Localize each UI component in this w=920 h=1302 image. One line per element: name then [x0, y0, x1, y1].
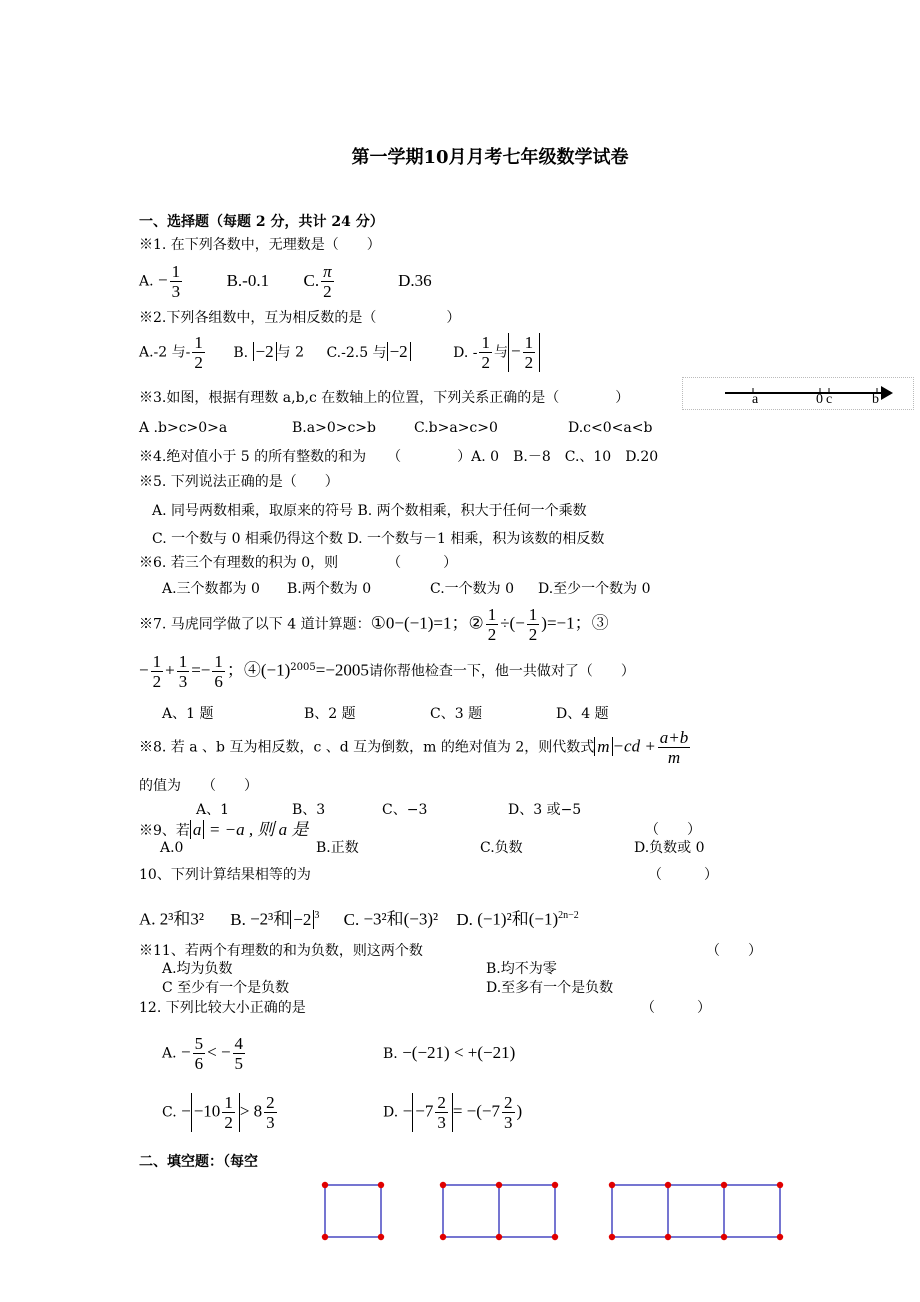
den: 2	[487, 625, 497, 644]
q11-stem: ※11、若两个有理数的和为负数，则这两个数	[139, 943, 423, 959]
exponent: 3	[314, 910, 320, 921]
vertex-dot	[322, 1234, 328, 1240]
q7-expr-1: ①0−(−1)=1；②	[370, 613, 484, 633]
q3-option-a: A .b>c>0>a	[139, 420, 228, 436]
q6-option-b: B.两个数为 0	[287, 581, 372, 597]
q2-c: C.-2.5 与	[326, 344, 387, 361]
q9-option-b: B.正数	[316, 840, 359, 856]
den: 2	[528, 625, 538, 644]
square-outline	[325, 1185, 381, 1237]
den: 2	[194, 353, 203, 372]
q12-option-c: C. − −10 $\frac{1}{2}$ > 8 $\frac{2}{3}$	[162, 1093, 275, 1132]
mid: = −(−7	[452, 1101, 501, 1121]
square-outline	[612, 1185, 780, 1237]
vertex-dot	[378, 1234, 384, 1240]
q10-paren: （ ）	[648, 867, 718, 883]
vertex-dot	[440, 1182, 446, 1188]
abs-a: a	[190, 820, 205, 839]
num: 2	[504, 1093, 513, 1112]
q10-c: C.	[343, 909, 360, 929]
q3-stem: ※3.如图，根据有理数 a,b,c 在数轴上的位置，下列关系正确的是（ ）	[139, 390, 630, 406]
exponent: 2n−2	[558, 910, 579, 921]
den: 6	[214, 672, 223, 691]
q8-stem: ※8. 若 a 、b 互为相反数，c 、d 互为倒数，m 的绝对值为 2，则代数式	[139, 739, 595, 756]
num: 1	[481, 333, 490, 352]
q7-expr-2-tail: )=−1；③	[541, 613, 609, 633]
q1-c: C.	[303, 270, 320, 290]
q7-option-c: C、3 题	[430, 706, 483, 722]
mid: > 8	[239, 1101, 263, 1121]
q8-line-2: 的值为 （ ）	[139, 778, 258, 794]
num: 4	[234, 1034, 244, 1053]
q7-option-d: D、4 题	[556, 706, 609, 722]
vertex-dot	[721, 1182, 727, 1188]
vertex-dot	[496, 1182, 502, 1188]
squares-figure-2	[440, 1182, 558, 1240]
q10-a: A.	[139, 909, 156, 929]
whole: −10	[193, 1101, 221, 1121]
eq: =−	[191, 660, 211, 680]
vertex-dot	[609, 1182, 615, 1188]
q2-a: A.-2 与-	[139, 344, 191, 361]
num: 1	[224, 1093, 233, 1112]
q2-stem: ※2.下列各组数中，互为相反数的是（ ）	[139, 310, 461, 326]
q9-stem: ※9、若	[139, 823, 190, 839]
q8-option-c: C、−3	[382, 802, 428, 818]
vertex-dot	[665, 1234, 671, 1240]
q2-c-abs: −2	[387, 342, 411, 361]
den: 3	[437, 1113, 446, 1132]
q4-stem: ※4.绝对值小于 5 的所有整数的和为 （ ）A. 0 B.－8 C.、10 D.20	[139, 449, 659, 465]
q10-stem: 10、下列计算结果相等的为	[139, 867, 311, 883]
vertex-dot	[322, 1182, 328, 1188]
page-title: 第一学期10月月考七年级数学试卷	[351, 147, 629, 168]
den: 3	[171, 282, 181, 301]
q1-a: A.	[139, 273, 154, 290]
q2-b-tail: 与 2	[276, 344, 304, 361]
exponent: 2005	[290, 661, 316, 673]
num: 2	[266, 1093, 275, 1112]
num: 1	[178, 652, 188, 671]
q12-option-a: A. − $\frac{5}{6}$ < − $\frac{4}{5}$	[162, 1034, 244, 1073]
q3-option-c: C.b>a>c>0	[414, 420, 498, 436]
q8-option-b: B、3	[292, 802, 326, 818]
sign: −	[139, 660, 149, 680]
num: 1	[171, 262, 181, 281]
num: 1	[214, 652, 223, 671]
q1-stem: ※1. 在下列各数中，无理数是（ ）	[139, 237, 381, 253]
section-1-heading: 一、选择题（每题 2 分，共计 24 分）	[139, 214, 384, 230]
den: 2	[224, 1113, 233, 1132]
num: 2	[437, 1093, 446, 1112]
label: A.	[162, 1045, 177, 1062]
label: C.	[162, 1104, 177, 1121]
vertex-dot	[552, 1182, 558, 1188]
num: 1	[524, 333, 534, 352]
q9-option-d: D.负数或 0	[634, 840, 705, 856]
q12-paren: （ ）	[641, 1000, 711, 1016]
vertex-dot	[609, 1234, 615, 1240]
q7-stem: ※7. 马虎同学做了以下 4 道计算题：	[139, 616, 371, 633]
q9-option-c: C.负数	[480, 840, 523, 856]
expr: −cd +	[612, 736, 656, 756]
den: 2	[481, 353, 490, 372]
q6-option-d: D.至少一个数为 0	[538, 581, 651, 597]
den: 2	[524, 353, 534, 372]
q5-options-cd: C. 一个数与 0 相乘仍得这个数 D. 一个数与－1 相乘，积为该数的相反数	[152, 531, 605, 547]
q3-option-d: D.c<0<a<b	[568, 420, 653, 436]
q11-option-b: B.均不为零	[486, 961, 557, 977]
vertex-dot	[440, 1234, 446, 1240]
q11-option-c: C 至少有一个是负数	[162, 980, 290, 996]
q11-option-a: A.均为负数	[162, 961, 233, 977]
q9-paren: （ ）	[645, 822, 701, 838]
q7-expr-4-tail: =−2005	[315, 660, 369, 680]
q5-options-ab: A. 同号两数相乘，取原来的符号 B. 两个数相乘，积大于任何一个乘数	[152, 503, 587, 519]
q8-option-a: A、1	[196, 802, 230, 818]
vertex-dot	[721, 1234, 727, 1240]
label-b: b	[872, 392, 879, 407]
squares-figure-3	[609, 1182, 783, 1240]
abs-m: m	[594, 737, 612, 756]
whole: −7	[415, 1101, 434, 1121]
label-zero: 0	[816, 392, 823, 407]
q7-expr-4: ；④(−1)	[226, 660, 291, 680]
q7-expr-2: ÷(−	[500, 613, 525, 633]
section-2-heading: 二、填空题：（每空	[139, 1154, 258, 1170]
vertex-dot	[378, 1182, 384, 1188]
den: m	[667, 748, 681, 767]
vertex-dot	[496, 1234, 502, 1240]
q10-d: D.	[456, 909, 473, 929]
q7-option-b: B、2 题	[304, 706, 356, 722]
den: 3	[178, 672, 188, 691]
q10-b-expr: −2³和	[250, 909, 291, 929]
label: B.	[383, 1046, 398, 1062]
q6-stem: ※6. 若三个有理数的积为 0，则 （ ）	[139, 555, 458, 571]
q6-option-a: A.三个数都为 0	[162, 581, 260, 597]
q1-d: D.36	[398, 270, 432, 290]
q10-b: B.	[230, 909, 246, 929]
q6-option-c: C.一个数为 0	[430, 581, 515, 597]
num: 1	[528, 605, 538, 624]
q9-tail: = −a , 则 a 是	[208, 820, 309, 839]
q10-b-abs: −2	[290, 910, 314, 929]
squares-figure-1	[322, 1182, 384, 1240]
vertex-dot	[552, 1234, 558, 1240]
q2-d-mid: 与	[493, 344, 508, 361]
den: 3	[266, 1113, 275, 1132]
q11-paren: （ ）	[706, 943, 762, 959]
den: 2	[323, 282, 332, 301]
q11-option-d: D.至多有一个是负数	[486, 980, 614, 996]
num: a+b	[659, 728, 689, 747]
q12-option-d: D. − −7 $\frac{2}{3}$ = −(−7 $\frac{2}{3}$ )	[383, 1093, 523, 1132]
expr: −(−21) < +(−21)	[402, 1043, 516, 1062]
q1-b: B.-0.1	[226, 270, 270, 290]
vertex-dot	[665, 1182, 671, 1188]
plus: +	[165, 660, 175, 680]
num: 1	[487, 605, 497, 624]
q10-c-expr: −3²和(−3)²	[363, 909, 439, 929]
label: D.	[383, 1104, 399, 1121]
den: 5	[234, 1054, 244, 1073]
num: π	[323, 262, 332, 281]
q12-stem: 12. 下列比较大小正确的是	[139, 1000, 306, 1016]
den: 2	[152, 672, 162, 691]
tail: )	[516, 1101, 523, 1121]
q2-b: B.	[233, 344, 249, 361]
q8-option-d: D、3 或−5	[508, 802, 582, 818]
q9-option-a: A.0	[160, 840, 184, 856]
den: 3	[504, 1113, 513, 1132]
num: 5	[194, 1034, 204, 1053]
q1-a-sign: −	[158, 270, 168, 290]
label-a: a	[752, 392, 759, 407]
q7-option-a: A、1 题	[162, 706, 214, 722]
vertex-dot	[777, 1234, 783, 1240]
q2-b-abs: −2	[253, 342, 277, 361]
label-c: c	[826, 392, 833, 407]
num: 1	[152, 652, 162, 671]
q5-stem: ※5. 下列说法正确的是（ ）	[139, 474, 339, 490]
q7-tail: 请你帮他检查一下，他一共做对了（ ）	[368, 663, 635, 680]
den: 6	[194, 1054, 204, 1073]
q3-option-b: B.a>0>c>b	[292, 420, 376, 436]
q2-d: D. -	[453, 344, 478, 361]
q10-d-expr: (−1)²和(−1)	[477, 909, 559, 929]
vertex-dot	[777, 1182, 783, 1188]
q10-a-expr: 2³和3²	[159, 909, 204, 929]
num: 1	[194, 333, 203, 352]
sign: −	[510, 341, 521, 361]
